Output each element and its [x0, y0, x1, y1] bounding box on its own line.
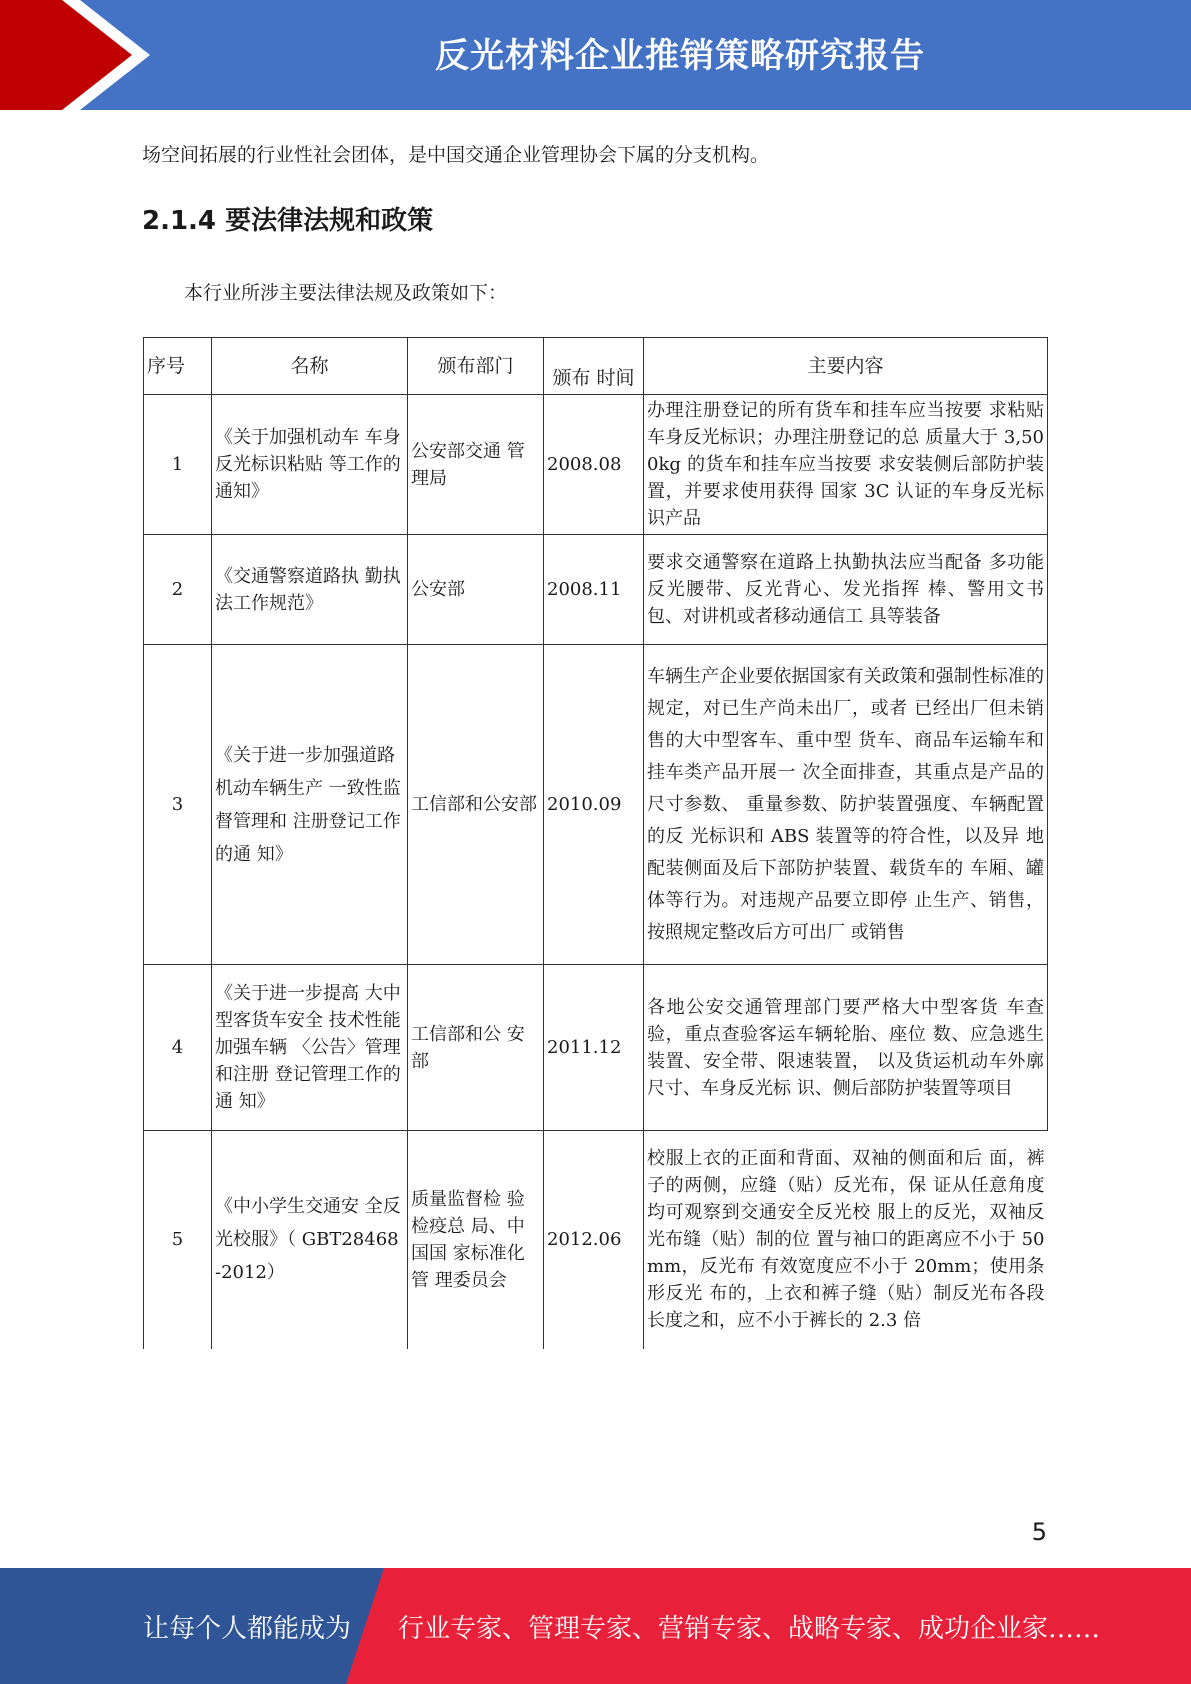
row-no: 4 [144, 965, 212, 1131]
row-dept: 工信部和公安部 [408, 645, 544, 965]
row-time: 2012.06 [544, 1131, 644, 1349]
header-content: 主要内容 [644, 338, 1048, 395]
table-row [144, 965, 1048, 1131]
row-no: 3 [144, 645, 212, 965]
footer-slogan-left: 让每个人都能成为 [143, 1614, 352, 1644]
row-time: 2008.08 [544, 395, 644, 535]
row-content: 各地公安交通管理部门要严格大中型客货 车查验，重点查验客运车辆轮胎、座位 数、应急逃生装置、安全带、限速装置， 以及货运机动车外廓尺寸、车身反光标 识、侧后部防护装置等项目 [644, 965, 1048, 1131]
row-time: 2008.11 [544, 535, 644, 645]
header-dept: 颁布部门 [408, 338, 544, 395]
row-time: 2010.09 [544, 645, 644, 965]
header-name: 名称 [212, 338, 408, 395]
footer-banner [0, 1568, 1191, 1684]
row-content: 要求交通警察在道路上执勤执法应当配备 多功能反光腰带、反光背心、发光指挥 棒、警用文书包、对讲机或者移动通信工 具等装备 [644, 535, 1048, 645]
header-time: 颁布 时间 [544, 338, 644, 395]
row-name: 《关于进一步加强道路机动车辆生产 一致性监督管理和 注册登记工作的通 知》 [212, 645, 408, 965]
lead-paragraph: 本行业所涉主要法律法规及政策如下： [184, 282, 508, 304]
row-dept: 质量监督检 验检疫总 局、中国国 家标准化管 理委员会 [408, 1131, 544, 1349]
footer-slogan-right: 行业专家、管理专家、营销专家、战略专家、成功企业家…… [398, 1614, 1101, 1644]
intro-paragraph: 场空间拓展的行业性社会团体，是中国交通企业管理协会下属的分支机构。 [142, 144, 770, 166]
row-no: 1 [144, 395, 212, 535]
row-dept: 工信部和公 安部 [408, 965, 544, 1131]
row-content: 校服上衣的正面和背面、双袖的侧面和后 面，裤子的两侧，应缝（贴）反光布，保 证从任意角度均可观察到交通安全反光校 服上的反光，双袖反光布缝（贴）制的位 置与袖口的距离应不小于 50mm，反光布 有效宽度应不小于 20mm；使用条形反光 布的，上衣和裤子缝（贴）制反光布各段 长度之和，应不小于裤长的 2.3 倍 [644, 1131, 1048, 1349]
row-name: 《中小学生交通安 全反光校服》（ GBT28468-2012） [212, 1131, 408, 1349]
row-content: 办理注册登记的所有货车和挂车应当按要 求粘贴车身反光标识；办理注册登记的总 质量大于 3,500kg 的货车和挂车应当按要 求安装侧后部防护装置，并要求使用获得 国家 3C 认证的车身反光标识产品 [644, 395, 1048, 535]
header-banner [0, 0, 1191, 110]
table-row [144, 645, 1048, 965]
table-header-row [144, 338, 1048, 395]
row-name: 《关于加强机动车 车身反光标识粘贴 等工作的通知》 [212, 395, 408, 535]
section-heading: 2.1.4 要法律法规和政策 [142, 206, 434, 236]
header-no: 序号 [144, 338, 212, 395]
page-number: 5 [1031, 1518, 1047, 1546]
row-dept: 公安部交通 管理局 [408, 395, 544, 535]
row-no: 5 [144, 1131, 212, 1349]
row-no: 2 [144, 535, 212, 645]
row-name: 《关于进一步提高 大中型客货车安全 技术性能加强车辆 〈公告〉管理和注册 登记管理工作的通 知》 [212, 965, 408, 1131]
row-content: 车辆生产企业要依据国家有关政策和强制性标准的规定，对已生产尚未出厂，或者 已经出厂但未销售的大中型客车、重中型 货车、商品车运输车和挂车类产品开展一 次全面排查，其重点是产品的尺寸参数、 重量参数、防护装置强度、车辆配置的反 光标识和 ABS 装置等的符合性，以及异 地配装侧面及后下部防护装置、载货车的 车厢、罐体等行为。对违规产品要立即停 止生产、销售，按照规定整改后方可出厂 或销售 [644, 645, 1048, 965]
row-dept: 公安部 [408, 535, 544, 645]
table-row [144, 535, 1048, 645]
table-row [144, 395, 1048, 535]
row-name: 《交通警察道路执 勤执法工作规范》 [212, 535, 408, 645]
policy-table [143, 337, 1048, 1349]
table-row [144, 1131, 1048, 1349]
report-title: 反光材料企业推销策略研究报告 [435, 36, 925, 76]
row-time: 2011.12 [544, 965, 644, 1131]
